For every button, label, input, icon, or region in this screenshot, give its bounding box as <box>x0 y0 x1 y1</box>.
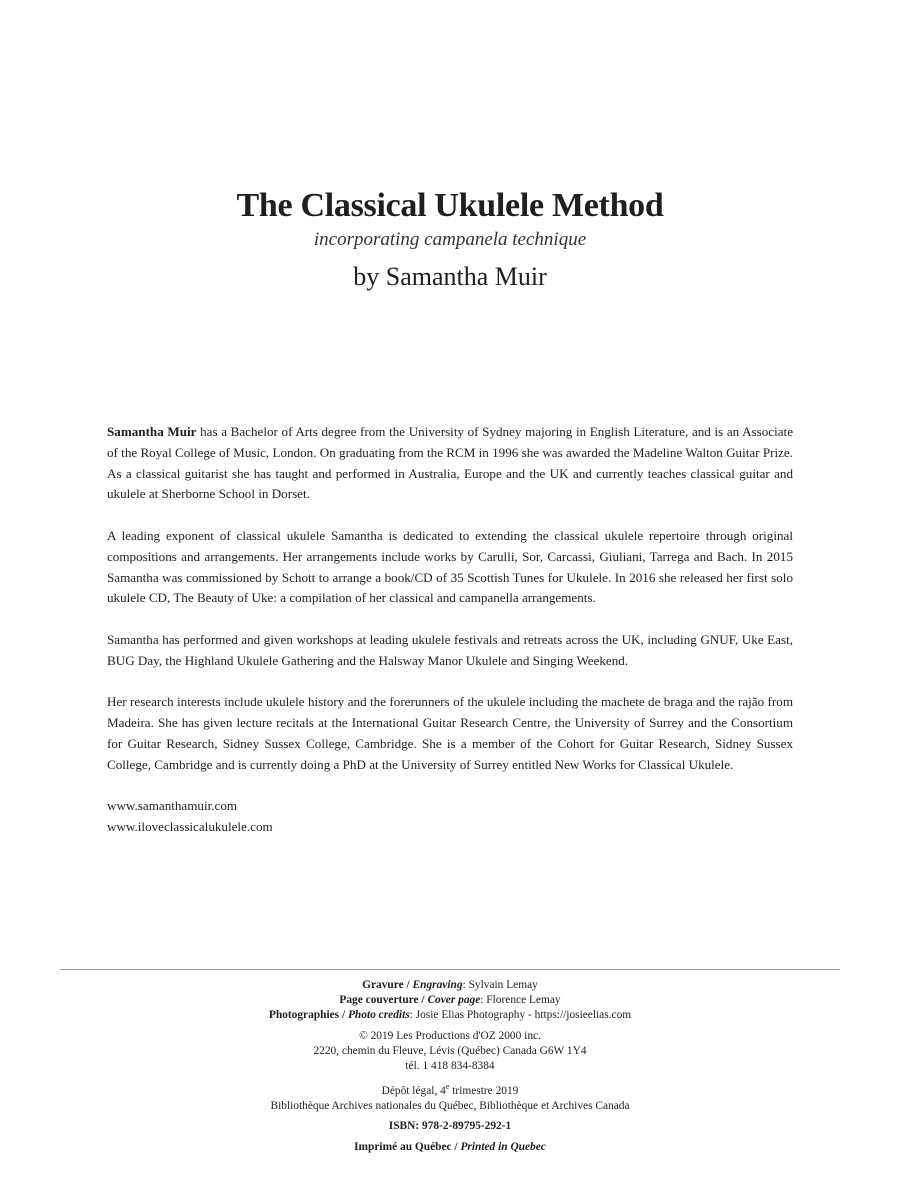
bio-paragraph-1-text: has a Bachelor of Arts degree from the University of Sydney majoring in English Literature, and is an Associate of the Royal College of Music, London. On graduating from the RCM in 1996 she was awarded the Madeline Walton Guitar Prize. As a classical guitarist she has taught and performed in Australia, Europe and the UK and currently teaches classical guitar and ukulele at Sherborne School in Dorset. <box>107 424 794 502</box>
library-info: Bibliothèque Archives nationales du Québec, Bibliothèque et Archives Canada <box>270 1100 630 1113</box>
cover-credit: Page couverture / Cover page: Florence Lemay <box>339 994 561 1007</box>
publisher-phone: tél. 1 418 834-8384 <box>405 1060 495 1073</box>
isbn: ISBN: 978-2-89795-292-1 <box>388 1120 512 1133</box>
legal-deposit: Dépôt légal, 4e trimestre 2019 <box>381 1082 519 1098</box>
title-block <box>0 186 900 294</box>
bio-paragraph-4: Her research interests include ukulele history and the forerunners of the ukulele including the machete de braga and the rajão from Madeira. She has given lecture recitals at the International Guitar Research Centre, the University of Surrey and the Consortium for Guitar Research, Sidney Sussex College, Cambridge. She is a member of the Cohort for Guitar Research, Sidney Sussex College, Cambridge and is currently doing a PhD at the University of Surrey entitled New Works for Classical Ukulele. <box>107 694 793 772</box>
book-subtitle: incorporating campanela technique <box>313 229 587 250</box>
website-links <box>107 796 793 838</box>
photo-credit: Photographies / Photo credits: Josie Elias Photography - https://josieelias.com <box>268 1009 632 1022</box>
divider-line <box>60 969 840 970</box>
engraving-credit: Gravure / Engraving: Sylvain Lemay <box>362 979 538 991</box>
author-biography <box>107 422 793 838</box>
website-link-1[interactable]: www.samanthamuir.com <box>107 798 238 814</box>
bio-paragraph-1 <box>107 422 793 505</box>
publisher-address: 2220, chemin du Fleuve, Lévis (Québec) Canada G6W 1Y4 <box>313 1044 587 1057</box>
copyright-line: © 2019 Les Productions d'OZ 2000 inc. <box>359 1029 541 1042</box>
book-author: by Samantha Muir <box>353 262 547 291</box>
bio-author-name: Samantha Muir <box>107 424 197 439</box>
colophon <box>0 978 900 1155</box>
printed-in: Imprimé au Québec / Printed in Quebec <box>354 1140 546 1153</box>
bio-paragraph-3: Samantha has performed and given workshops at leading ukulele festivals and retreats across the UK, including GNUF, Uke East, BUG Day, the Highland Ukulele Gathering and the Halsway Manor Ukulele and Singing Weekend. <box>107 631 793 668</box>
website-link-2[interactable]: www.iloveclassicalukulele.com <box>107 819 273 835</box>
bio-paragraph-2: A leading exponent of classical ukulele Samantha is dedicated to extending the classical ukulele repertoire through original compositions and arrangements. Her arrangements include works by Carulli, Sor, Carcassi, Giuliani, Tarrega and Bach. In 2015 Samantha was commissioned by Schott to arrange a book/CD of 35 Scottish Tunes for Ukulele. In 2016 she released her first solo ukulele CD, The Beauty of Uke: a compilation of her classical and campanella arrangements. <box>107 527 793 606</box>
book-title: The Classical Ukulele Method <box>236 187 664 224</box>
